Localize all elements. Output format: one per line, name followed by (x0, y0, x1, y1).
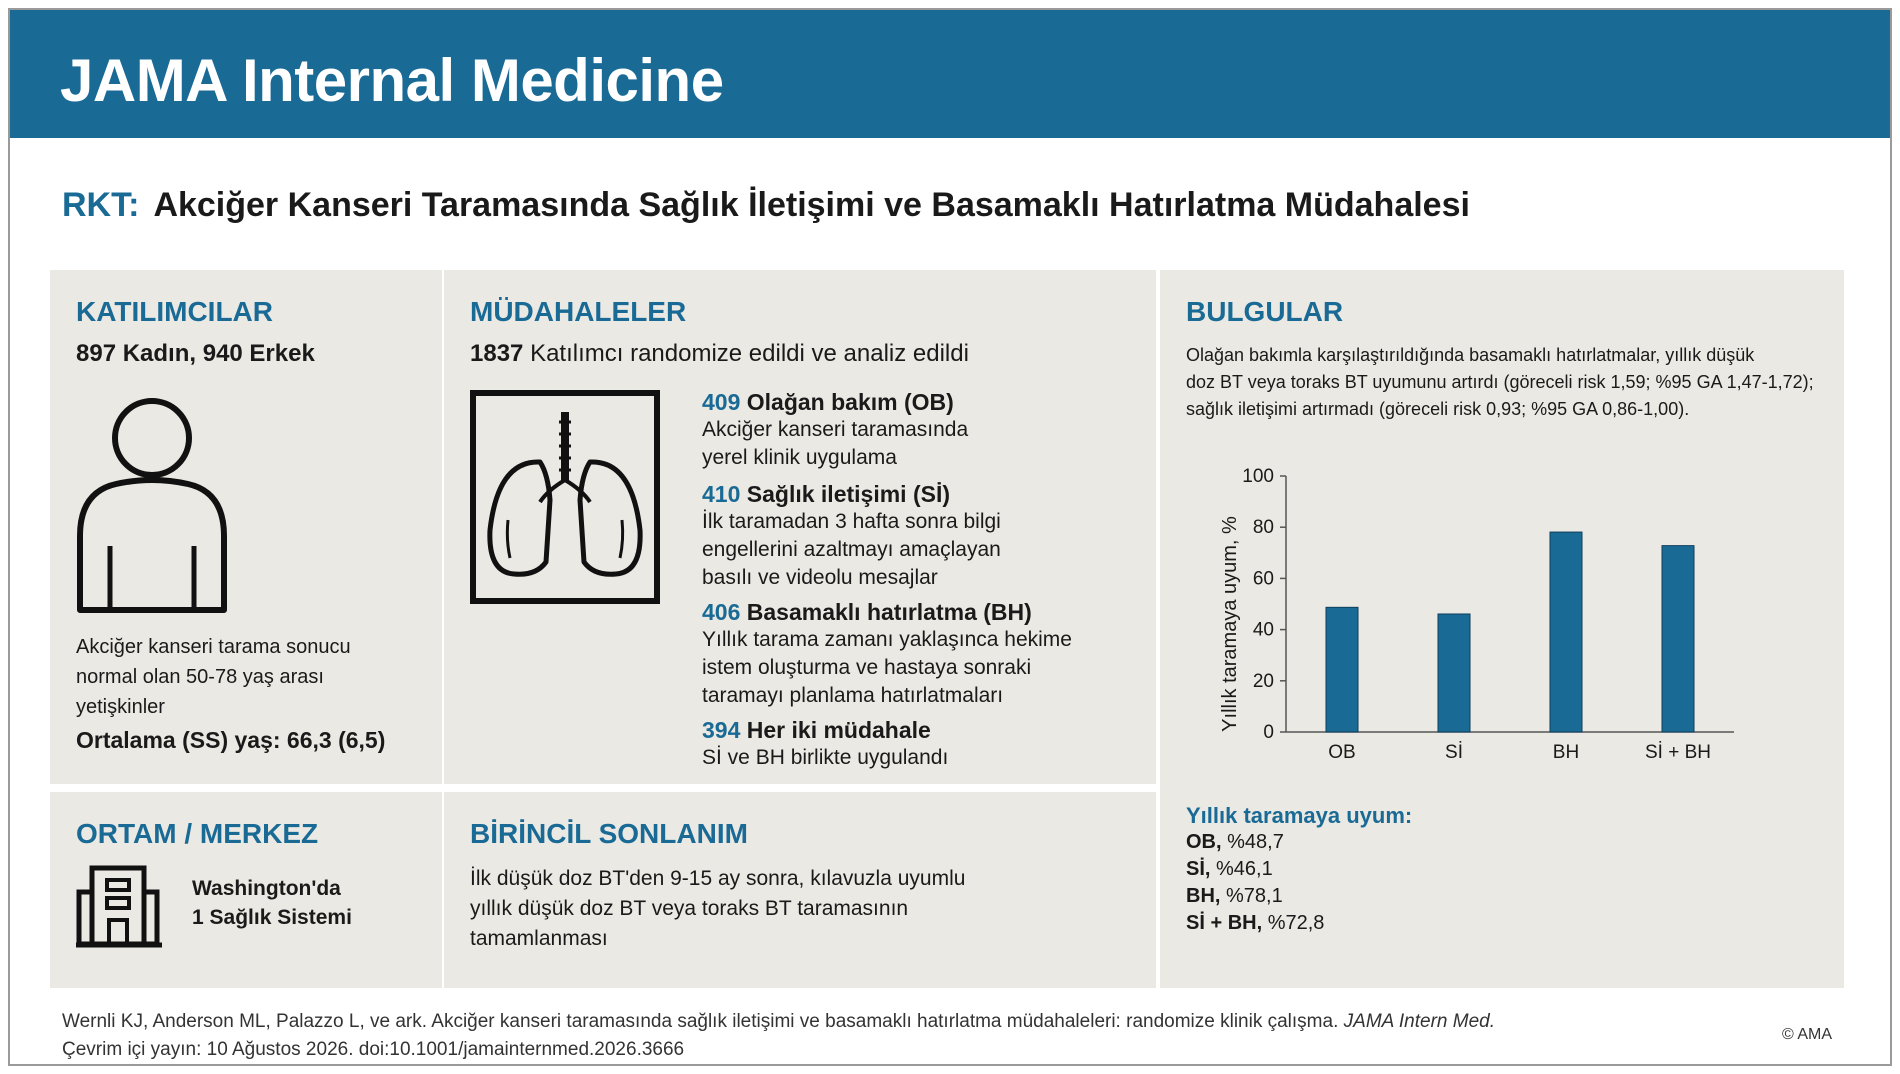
journal-header (10, 10, 1890, 138)
adherence-item: OB, %48,7 (1186, 831, 1284, 853)
infographic-frame (8, 8, 1892, 1066)
randomized-total (470, 340, 969, 368)
interventions-panel (444, 270, 1156, 784)
description-line: yetişkinler (76, 696, 165, 718)
group-title: Olağan bakım (OB) (746, 389, 954, 415)
person-icon (76, 396, 236, 616)
bar (1550, 532, 1582, 732)
group-title: Sağlık iletişimi (Sİ) (746, 481, 950, 507)
outcome-heading: BİRİNCİL SONLANIM (470, 818, 748, 849)
study-title (62, 186, 1470, 225)
group-desc-line: engellerini azaltmayı amaçlayan (702, 538, 1001, 561)
group-title: Basamaklı hatırlatma (BH) (746, 599, 1032, 625)
participants-description (76, 632, 351, 722)
intervention-group-ob (702, 388, 968, 472)
bar (1326, 607, 1358, 732)
adherence-summary (1186, 802, 1412, 937)
group-title: Her iki müdahale (746, 717, 931, 743)
group-desc-line: Akciğer kanseri taramasında (702, 418, 969, 441)
group-n: 406 (702, 599, 741, 625)
copyright: © AMA (1781, 1026, 1832, 1043)
x-tick-label: Sİ (1445, 742, 1463, 760)
adherence-heading: Yıllık taramaya uyum: (1186, 803, 1413, 828)
description-line: normal olan 50-78 yaş arası (76, 666, 324, 688)
y-tick-label: 40 (1252, 619, 1274, 641)
adherence-item: Sİ, %46,1 (1186, 858, 1273, 880)
study-title-text: Akciğer Kanseri Taramasında Sağlık İletişimi ve Basamaklı Hatırlatma Müdahalesi (153, 186, 1470, 224)
findings-heading: BULGULAR (1186, 296, 1344, 327)
description-line: Akciğer kanseri tarama sonucu (76, 636, 351, 658)
bar (1438, 614, 1470, 732)
setting-panel (50, 792, 442, 988)
group-desc-line: yerel klinik uygulama (702, 446, 897, 469)
bar (1662, 546, 1694, 732)
citation-text: Wernli KJ, Anderson ML, Palazzo L, ve ark. Akciğer kanseri taramasında sağlık iletişimi ve basamaklı hatırlatma müdahaleleri: randomize klinik çalışma. (62, 1011, 1339, 1032)
outcome-text: İlk düşük doz BT'den 9-15 ay sonra, kılavuzla uyumlu yıllık düşük doz BT veya toraks BT taramasının tamamlanması (470, 867, 966, 950)
y-tick-label: 60 (1252, 568, 1274, 590)
group-desc-line: taramayı planlama hatırlatmaları (702, 684, 1004, 707)
y-tick-label: 0 (1263, 722, 1274, 743)
group-n: 394 (702, 717, 741, 743)
setting-text: Washington'da 1 Sağlık Sistemi (192, 877, 352, 929)
findings-line: sağlık iletişimi artırmadı (göreceli risk 0,93; %95 GA 0,86-1,00). (1186, 399, 1690, 419)
journal-abbrev: JAMA Intern Med. (1343, 1011, 1495, 1032)
group-desc-line: istem oluşturma ve hastaya sonraki (702, 656, 1032, 679)
setting-heading: ORTAM / MERKEZ (76, 818, 319, 849)
x-tick-label: OB (1328, 742, 1356, 760)
participants-panel (50, 270, 442, 784)
journal-title: JAMA Internal Medicine (60, 47, 724, 114)
intervention-group-si (702, 480, 1001, 592)
y-tick-label: 100 (1242, 466, 1274, 487)
findings-text (1186, 342, 1814, 423)
intervention-group-both (702, 716, 948, 772)
group-desc-line: İlk taramadan 3 hafta sonra bilgi (702, 510, 1001, 533)
findings-line: Olağan bakımla karşılaştırıldığında basamaklı hatırlatmalar, yıllık düşük (1186, 345, 1755, 365)
y-axis-label: Yıllık taramaya uyum, % (1219, 516, 1241, 732)
citation-doi: Çevrim içi yayın: 10 Ağustos 2026. doi:10.1001/jamainternmed.2026.3666 (62, 1039, 685, 1060)
findings-line: doz BT veya toraks BT uyumunu artırdı (göreceli risk 1,59; %95 GA 1,47-1,72); (1186, 372, 1814, 392)
interventions-heading: MÜDAHALELER (470, 296, 687, 327)
group-n: 409 (702, 389, 741, 415)
adherence-item: BH, %78,1 (1186, 885, 1283, 907)
study-type-label: RKT: (62, 186, 140, 224)
y-tick-label: 80 (1252, 517, 1274, 539)
outcome-panel (444, 792, 1156, 988)
lungs-icon (470, 390, 660, 604)
findings-panel (1160, 270, 1844, 988)
mean-age: Ortalama (SS) yaş: 66,3 (6,5) (76, 727, 386, 753)
intervention-group-bh (702, 598, 1072, 710)
x-tick-label: BH (1552, 742, 1580, 760)
group-desc-line: Yıllık tarama zamanı yaklaşınca hekime (702, 628, 1072, 651)
participants-heading: KATILIMCILAR (76, 296, 273, 327)
citation (62, 1008, 1495, 1064)
participants-counts: 897 Kadın, 940 Erkek (76, 340, 315, 367)
group-desc-line: Sİ ve BH birlikte uygulandı (702, 746, 949, 769)
adherence-item: Sİ + BH, %72,8 (1186, 912, 1325, 934)
total-number: 1837 (470, 340, 524, 367)
y-tick-label: 20 (1252, 670, 1274, 692)
group-n: 410 (702, 481, 741, 507)
adherence-bar-chart (1174, 440, 1734, 760)
x-tick-label: Sİ + BH (1645, 742, 1711, 760)
building-icon (76, 864, 162, 948)
group-desc-line: basılı ve videolu mesajlar (702, 566, 938, 589)
total-text: Katılımcı randomize edildi ve analiz edildi (530, 340, 969, 367)
